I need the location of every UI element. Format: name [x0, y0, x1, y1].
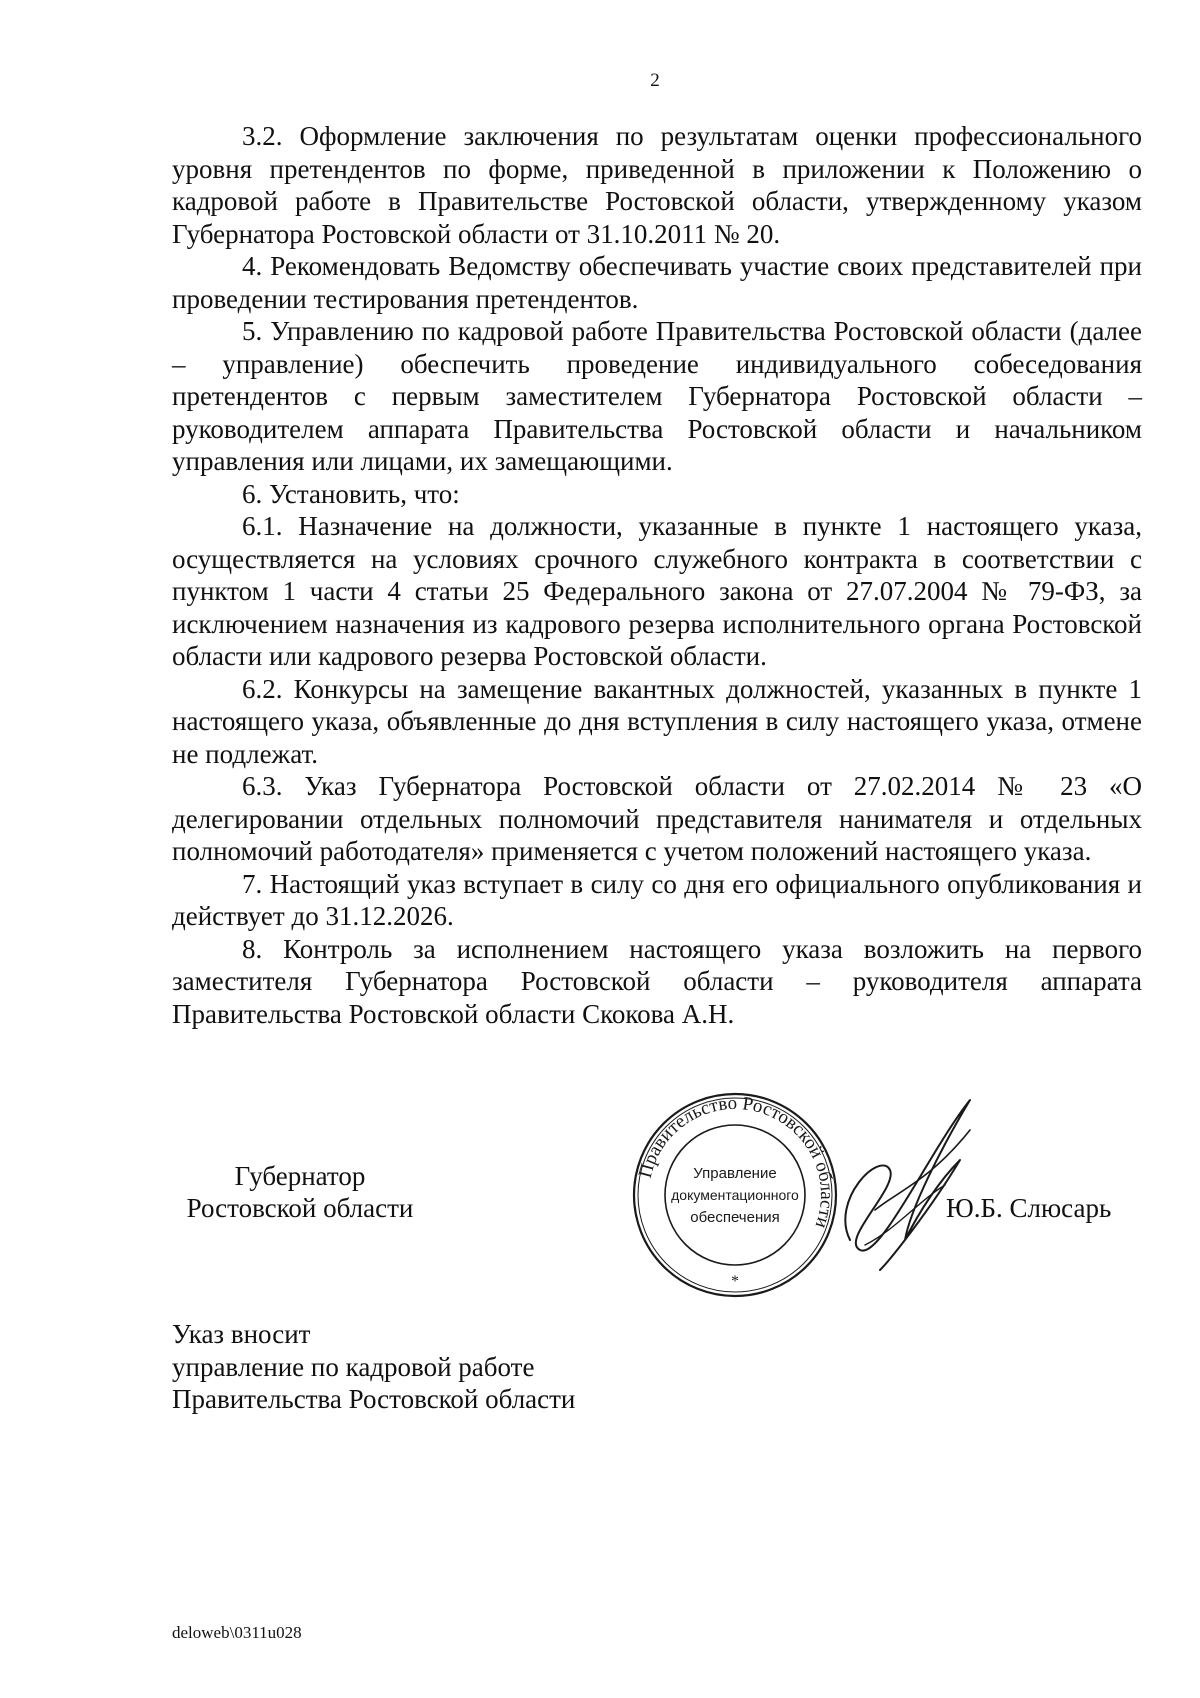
- paragraph-5: 5. Управлению по кадровой работе Правительства Ростовской области (далее – управление) обеспечить проведение индивидуального собеседования претендентов с первым заместителем Губернатора Ростовской области – руководителем аппарата Правительства Ростовской области и начальником управления или лицами, их замещающими.: [172, 316, 1142, 476]
- seal-star: *: [731, 1273, 739, 1290]
- signatory-position-line2: Ростовской области: [186, 1193, 414, 1223]
- paragraph-4: 4. Рекомендовать Ведомству обеспечивать участие своих представителей при проведении тестирования претендентов.: [172, 251, 1142, 314]
- paragraph-6: 6. Установить, что:: [242, 478, 460, 509]
- seal-inner-line3: обеспечения: [690, 1209, 780, 1226]
- signatory-name: Ю.Б. Слюсарь: [946, 1193, 1112, 1223]
- handwritten-signature-icon: [820, 1090, 1000, 1290]
- official-seal-icon: [630, 1090, 840, 1300]
- submitter-line2: управление по кадровой работе: [172, 1351, 535, 1382]
- paragraph-6-2: 6.2. Конкурсы на замещение вакантных должностей, указанных в пункте 1 настоящего указа, объявленные до дня вступления в силу настоящего указа, отмене не подлежат.: [172, 673, 1142, 769]
- submitter-line3: Правительства Ростовской области: [172, 1384, 576, 1414]
- submitter-block: [172, 1318, 575, 1416]
- seal-outer-text: Правительство Ростовской области: [634, 1092, 838, 1231]
- document-footer-code: deloweb\0311u028: [172, 1623, 302, 1642]
- paragraph-6-3: 6.3. Указ Губернатора Ростовской области от 27.02.2014 № 23 «О делегировании отдельных полномочий представителя нанимателя и отдельных полномочий работодателя» применяется с учетом положений настоящего указа.: [172, 771, 1142, 866]
- seal-inner-line2: документационного: [671, 1187, 799, 1203]
- signatory-position: [175, 1160, 425, 1224]
- paragraph-8: 8. Контроль за исполнением настоящего указа возложить на первого заместителя Губернатора Ростовской области – руководителя аппарата Правительства Ростовской области Скокова А.Н.: [172, 933, 1142, 1029]
- submitter-line1: Указ вносит: [172, 1319, 311, 1349]
- page-number: 2: [650, 70, 660, 91]
- signatory-position-line1: Губернатор: [234, 1161, 366, 1191]
- paragraph-3-2: 3.2. Оформление заключения по результатам оценки профессионального уровня претендентов по форме, приведенной в приложении к Положению о кадровой работе в Правительстве Ростовской области, утвержденному указом Губернатора Ростовской области от 31.10.2011 № 20.: [172, 121, 1142, 249]
- paragraph-7: 7. Настоящий указ вступает в силу со дня его официального опубликования и действует до 31.12.2026.: [172, 868, 1142, 931]
- document-body: [172, 120, 1142, 1030]
- paragraph-6-1: 6.1. Назначение на должности, указанные в пункте 1 настоящего указа, осуществляется на условиях срочного служебного контракта в соответствии с пунктом 1 части 4 статьи 25 Федерального закона от 27.07.2004 № 79-ФЗ, за исключением назначения из кадрового резерва исполнительного органа Ростовской области или кадрового резерва Ростовской области.: [172, 511, 1142, 671]
- seal-inner-line1: Управление: [693, 1165, 777, 1182]
